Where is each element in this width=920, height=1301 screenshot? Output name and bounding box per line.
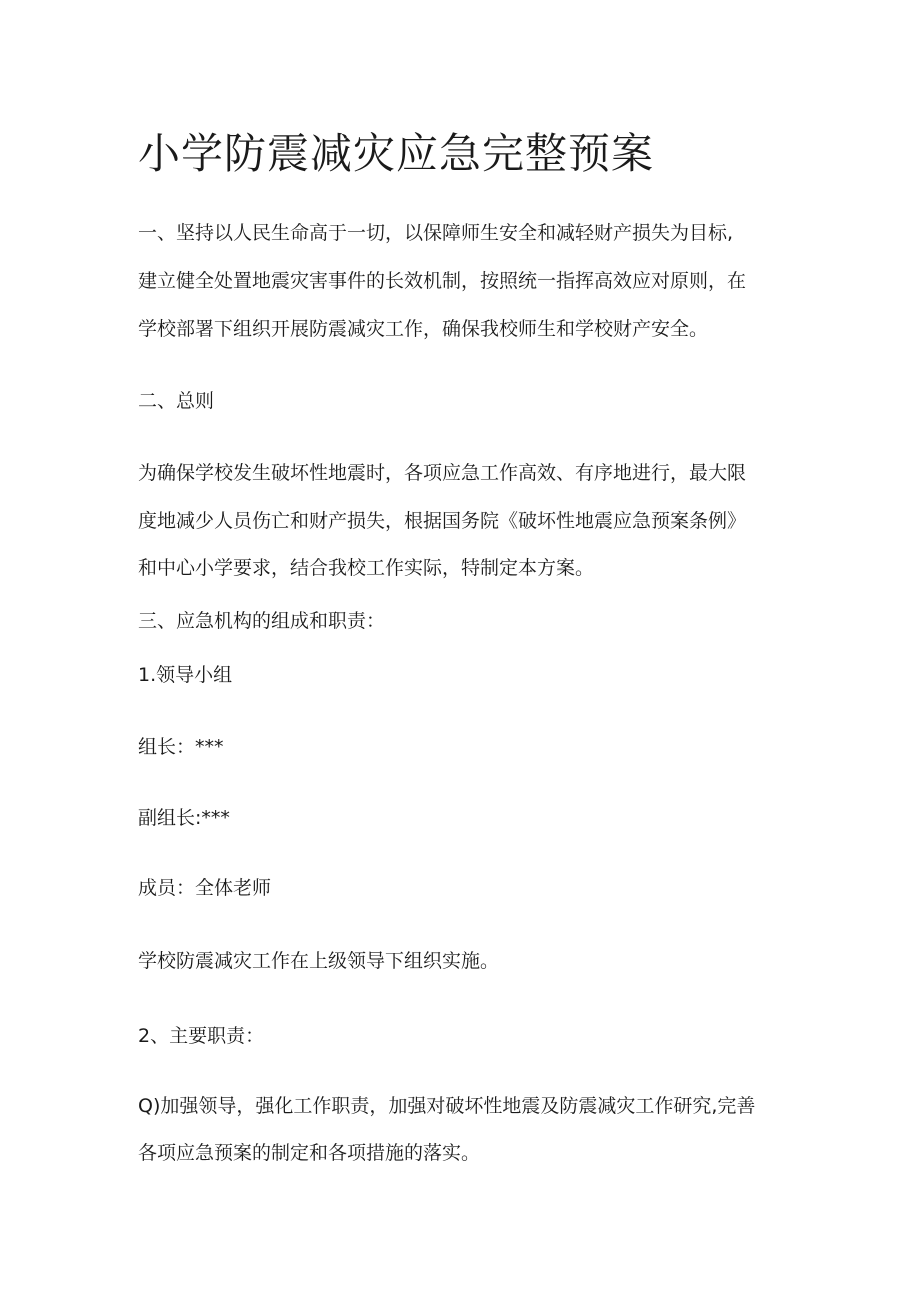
document-title: 小学防震减灾应急完整预案 — [138, 129, 655, 178]
section2-body-line2: 度地减少人员伤亡和财产损失，根据国务院《破坏性地震应急预案条例》 — [138, 510, 747, 532]
section2-heading: 二、总则 — [138, 390, 215, 412]
duty1-line2: 各项应急预案的制定和各项措施的落实。 — [138, 1142, 481, 1164]
members: 成员：全体老师 — [138, 877, 272, 899]
section1-line3: 学校部署下组织开展防震减灾工作，确保我校师生和学校财产安全。 — [138, 318, 709, 340]
group-leader: 组长：*** — [138, 736, 224, 758]
section1-line1: 一、坚持以人民生命高于一切，以保障师生安全和减轻财产损失为目标, — [138, 222, 734, 244]
section2-body-line3: 和中心小学要求，结合我校工作实际，特制定本方案。 — [138, 557, 595, 579]
section1-line2: 建立健全处置地震灾害事件的长效机制，按照统一指挥高效应对原则，在 — [138, 270, 747, 292]
duty1-line1: Q)加强领导，强化工作职责，加强对破坏性地震及防震减灾工作研究,完善 — [138, 1095, 756, 1117]
deputy-leader: 副组长:*** — [138, 807, 230, 829]
section3-heading: 三、应急机构的组成和职责： — [138, 610, 386, 632]
section2-body-line1: 为确保学校发生破坏性地震时，各项应急工作高效、有序地进行，最大限 — [138, 462, 747, 484]
leadership-group-heading: 1.领导小组 — [138, 664, 233, 686]
duties-heading: 2、主要职责： — [138, 1025, 265, 1047]
implementation-text: 学校防震减灾工作在上级领导下组织实施。 — [138, 950, 500, 972]
